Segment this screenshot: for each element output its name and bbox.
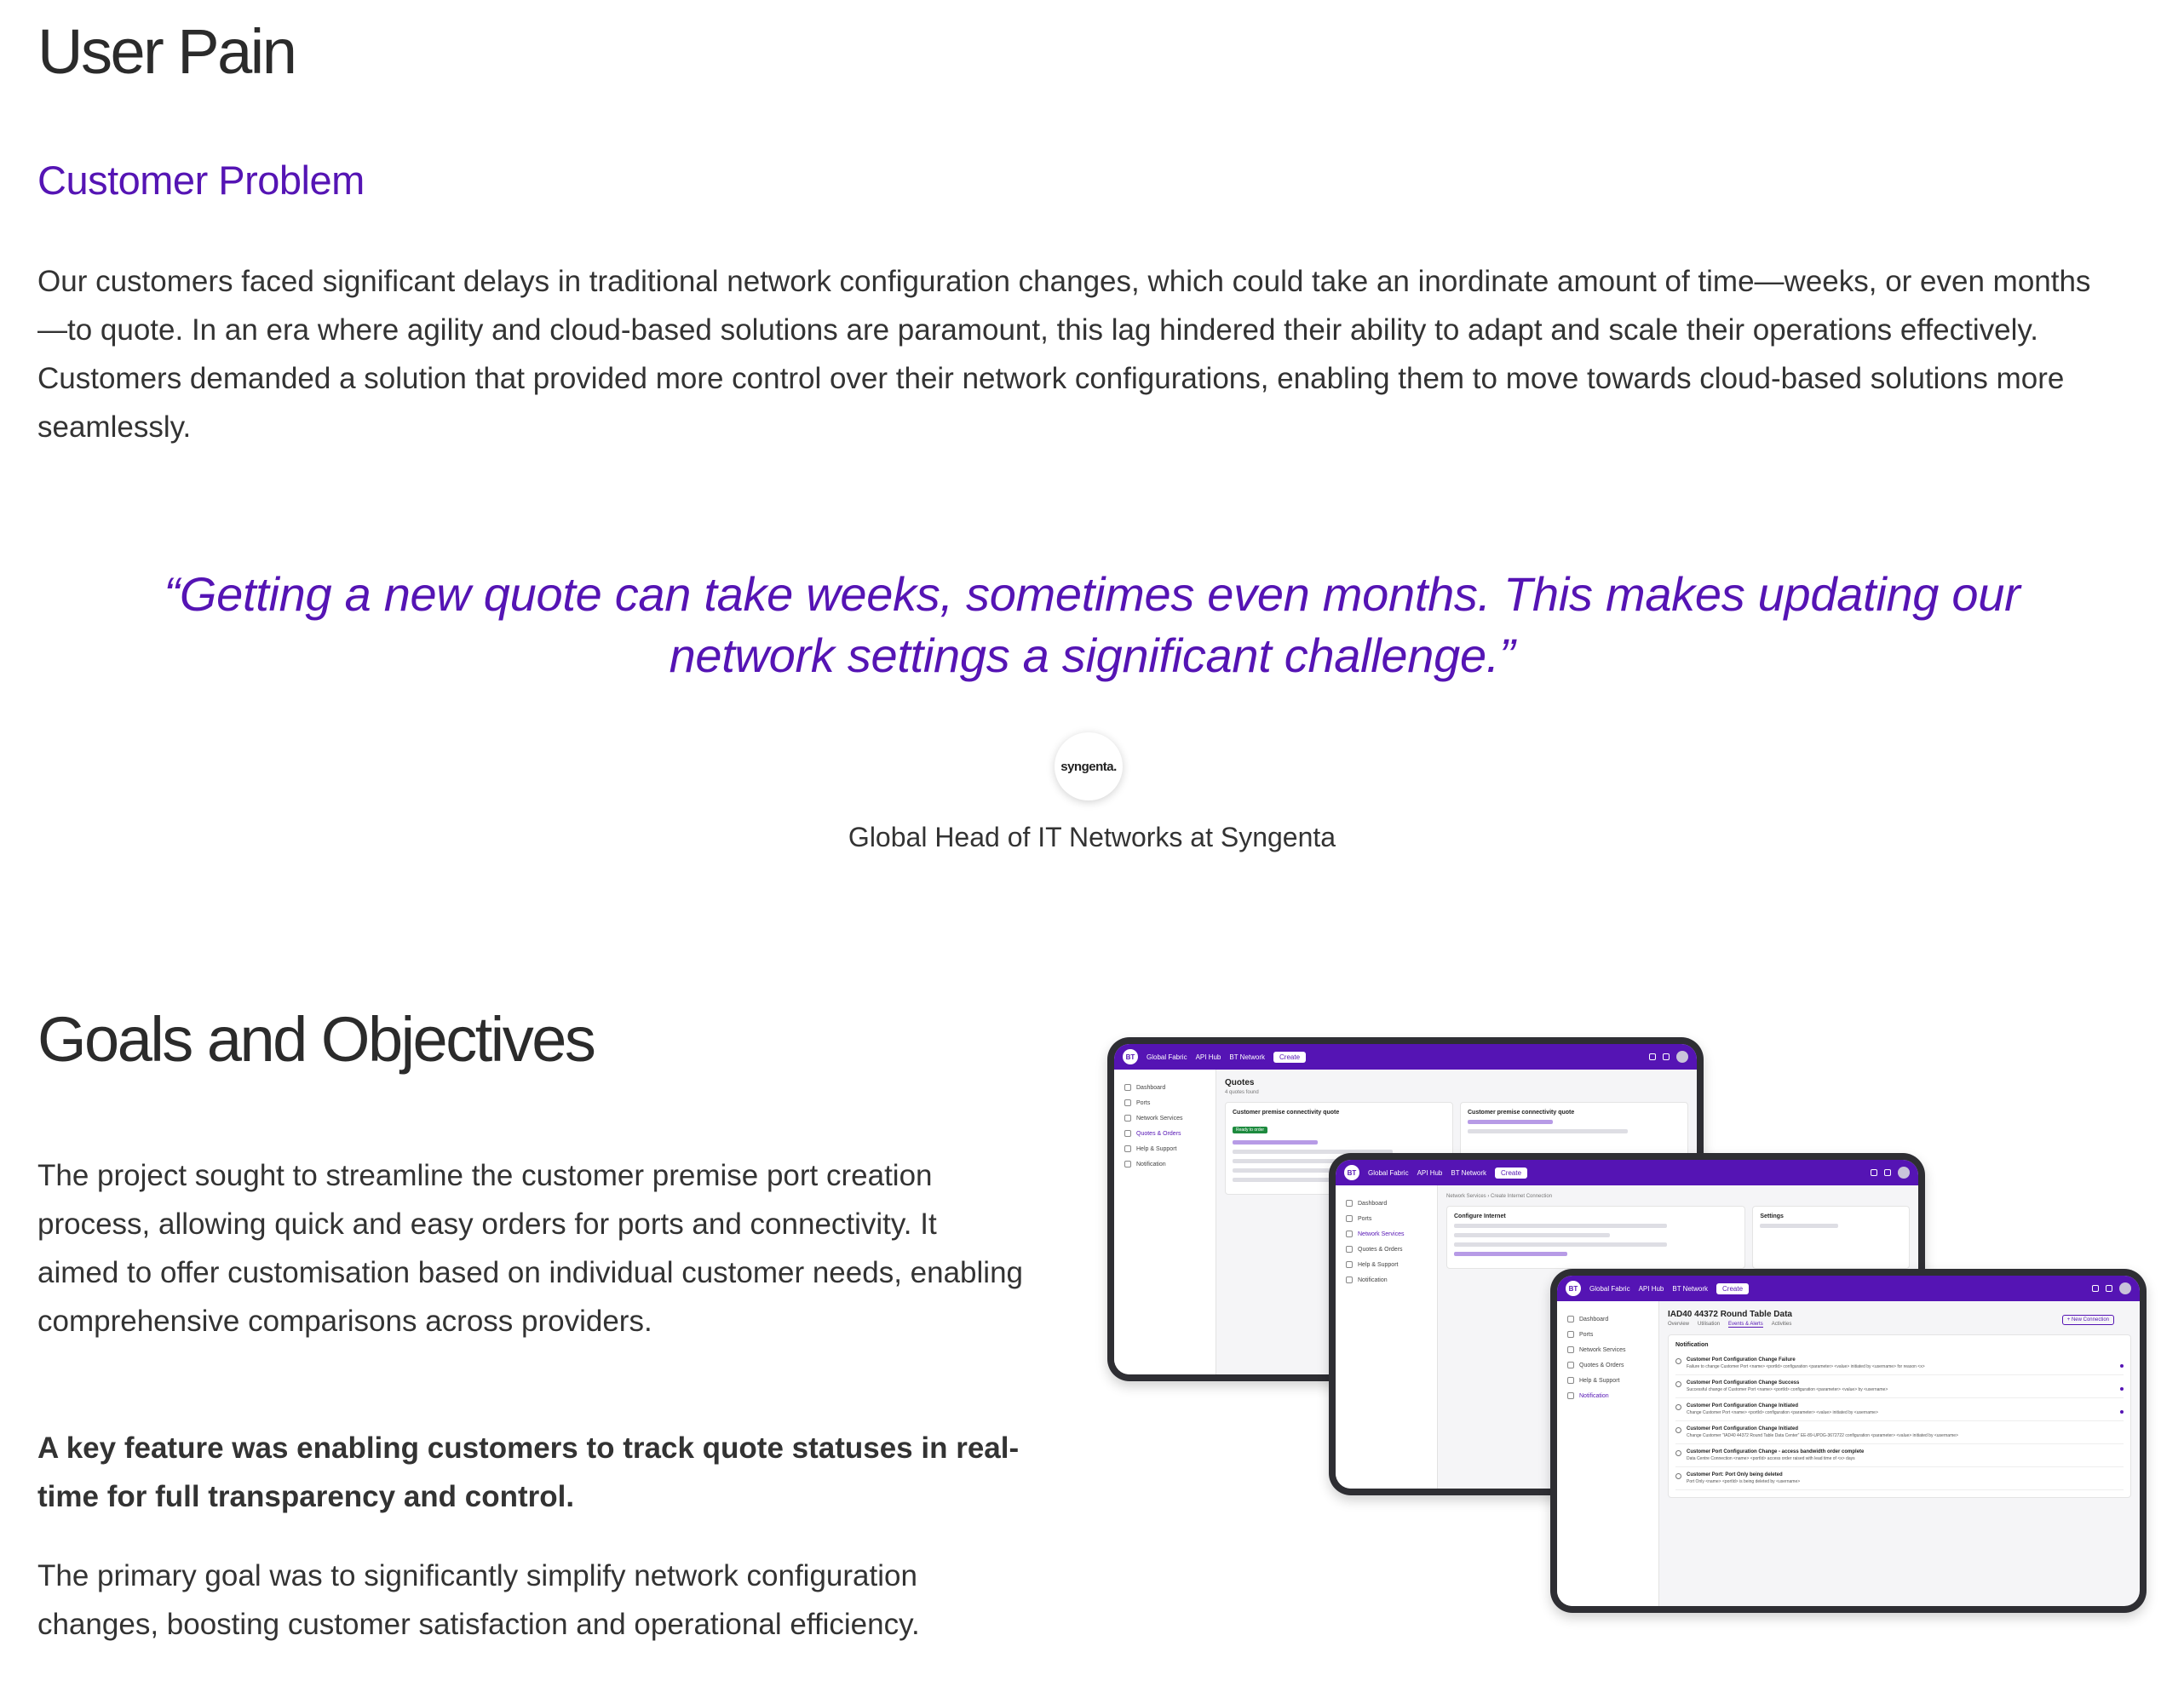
customer-quote: “Getting a new quote can take weeks, sometimes even months. This makes updating our network settings a significant challenge.” (164, 567, 2020, 682)
sidebar-item (1114, 1095, 1216, 1110)
syngenta-logo-text: syngenta. (1060, 759, 1117, 774)
dashboard-icon (1124, 1084, 1131, 1091)
unread-dot (2120, 1364, 2124, 1368)
help-icon (2092, 1285, 2099, 1292)
create-button: Create (1495, 1168, 1527, 1179)
notification-desc: Failure to change Customer Port <name> <portId> configuration <parameter> <value> initiated by <username> for reason <x> (1687, 1364, 1925, 1369)
network-icon (1346, 1231, 1353, 1237)
dashboard-icon (1346, 1200, 1353, 1207)
nav-brand: Global Fabric (1589, 1284, 1630, 1293)
sidebar-label: Dashboard (1358, 1200, 1388, 1207)
sidebar-item (1336, 1226, 1437, 1242)
bt-logo: BT (1344, 1165, 1359, 1180)
sidebar-item (1114, 1156, 1216, 1172)
nav-network: BT Network (1451, 1168, 1487, 1177)
sidebar-label: Quotes & Orders (1136, 1130, 1181, 1137)
quotes-title: Quotes (1225, 1078, 1255, 1087)
nav-brand: Global Fabric (1147, 1053, 1187, 1061)
sidebar-label: Network Services (1579, 1346, 1626, 1353)
configure-title: Configure Internet (1454, 1213, 1506, 1219)
new-connection-button: + New Connection (2062, 1315, 2114, 1325)
connection-title: IAD40 44372 Round Table Data (1668, 1310, 1792, 1319)
goals-paragraph-1: The project sought to streamline the customer premise port creation process, allowing quick and easy orders for ports and connectivity. It aimed to offer customisation based on individual customer needs, enabling comprehensive comparisons across providers. (37, 1159, 1023, 1338)
network-icon (1124, 1115, 1131, 1122)
create-button: Create (1273, 1052, 1306, 1063)
quotes-icon (1346, 1246, 1353, 1253)
mockup-topbar (1336, 1160, 1918, 1185)
mockup-content (1668, 1310, 2131, 1606)
placeholder-line (1454, 1224, 1667, 1228)
notification-desc: Data Centre Connection <name> <portId> access order raised with lead time of <x> days (1687, 1456, 1855, 1461)
mockup-sidebar (1557, 1301, 1659, 1606)
mockup-topbar (1114, 1044, 1697, 1070)
sidebar-label: Help & Support (1358, 1261, 1399, 1268)
notification-title: Customer Port Configuration Change Success (1687, 1380, 1800, 1386)
settings-title: Settings (1760, 1213, 1784, 1219)
notification-icon (1567, 1392, 1574, 1399)
tab-activities: Activities (1771, 1322, 1792, 1327)
tab-utilisation: Utilisation (1698, 1322, 1721, 1327)
sidebar-item (1557, 1311, 1658, 1327)
notification-item (1675, 1398, 2124, 1421)
sidebar-label: Quotes & Orders (1579, 1362, 1624, 1368)
avatar (1898, 1167, 1910, 1179)
dashboard-icon (1567, 1316, 1574, 1322)
mockup-tablet-notifications (1550, 1269, 2147, 1613)
config-panels (1446, 1206, 1910, 1276)
help-icon (1346, 1261, 1353, 1268)
help-icon (1567, 1377, 1574, 1384)
customer-problem-text: Our customers faced significant delays in traditional network configuration changes, which could take an inordinate amount of time—weeks, or even months—to quote. In an era where agility and cloud-based solutions are paramount, this lag hindered their ability to adapt and scale their operations effectively. Customers demanded a solution that provided more control over their network configurations, enabling them to move towards cloud-based solutions more seamlessly. (37, 265, 2091, 444)
topbar-icons (2092, 1282, 2131, 1294)
mockup-sidebar (1114, 1070, 1216, 1374)
nav-api-hub: API Hub (1638, 1284, 1664, 1293)
network-icon (1567, 1346, 1574, 1353)
nav-network: BT Network (1229, 1053, 1266, 1061)
sidebar-label: Ports (1136, 1099, 1151, 1106)
sidebar-item (1557, 1357, 1658, 1373)
notification-panel (1668, 1334, 2131, 1498)
bt-logo: BT (1123, 1049, 1138, 1064)
goals-title: Goals and Objectives (37, 1004, 595, 1075)
bell-icon (2106, 1285, 2112, 1292)
notification-desc: Successful change of Customer Port <name> <portId> configuration <parameter> <value> by <username> (1687, 1387, 1888, 1392)
notification-item (1675, 1421, 2124, 1444)
sidebar-item (1336, 1211, 1437, 1226)
goals-paragraph-2: A key feature was enabling customers to track quote statuses in real-time for full transparency and control. (37, 1431, 1020, 1513)
sidebar-label: Network Services (1136, 1115, 1183, 1122)
quote-attribution: Global Head of IT Networks at Syngenta (848, 822, 1336, 852)
sidebar-label: Help & Support (1136, 1145, 1177, 1152)
sidebar-item (1557, 1373, 1658, 1388)
info-icon (1675, 1450, 1681, 1456)
sidebar-item (1336, 1272, 1437, 1288)
goals-paragraph-3: The primary goal was to significantly simplify network configuration changes, boosting customer satisfaction and operational efficiency. (37, 1559, 920, 1641)
sidebar-item (1336, 1196, 1437, 1211)
tab-events-alerts: Events & Alerts (1728, 1322, 1763, 1327)
help-icon (1871, 1169, 1877, 1176)
ports-icon (1124, 1099, 1131, 1106)
sidebar-label: Quotes & Orders (1358, 1246, 1403, 1253)
nav-brand: Global Fabric (1368, 1168, 1409, 1177)
breadcrumb: Network Services › Create Internet Connection (1446, 1194, 1553, 1199)
bt-logo: BT (1566, 1281, 1581, 1296)
check-icon (1675, 1381, 1681, 1387)
mockup-sidebar (1336, 1185, 1438, 1489)
settings-card (1752, 1206, 1910, 1269)
avatar (1676, 1051, 1688, 1063)
sidebar-label: Notification (1358, 1277, 1388, 1283)
notification-panel-title: Notification (1675, 1342, 1709, 1348)
sidebar-item (1114, 1126, 1216, 1141)
topbar-icons (1871, 1167, 1910, 1179)
sidebar-item (1336, 1257, 1437, 1272)
nav-api-hub: API Hub (1195, 1053, 1221, 1061)
sidebar-label: Dashboard (1579, 1316, 1609, 1322)
bell-icon (1663, 1053, 1670, 1060)
customer-problem-heading: Customer Problem (37, 158, 365, 203)
placeholder-line (1454, 1242, 1667, 1247)
quotes-icon (1124, 1130, 1131, 1137)
bell-icon (1884, 1169, 1891, 1176)
avatar (2119, 1282, 2131, 1294)
notification-desc: Change Customer Port <name> <portId> configuration <parameter> <value> initiated by <username> (1687, 1410, 1878, 1415)
sidebar-label: Notification (1579, 1392, 1609, 1399)
notification-desc: Change Customer "IAD40 44372 Round Table Data Center" EE-89-UPDG-3672722 configuration <parameter> <value> initiated by <username> (1687, 1433, 1958, 1438)
nav-api-hub: API Hub (1417, 1168, 1443, 1177)
help-icon (1649, 1053, 1656, 1060)
create-button: Create (1716, 1283, 1749, 1294)
quotes-icon (1567, 1362, 1574, 1368)
placeholder-line (1468, 1120, 1553, 1124)
placeholder-line (1468, 1129, 1628, 1133)
sidebar-item (1557, 1388, 1658, 1403)
warning-icon (1675, 1473, 1681, 1479)
notification-icon (1346, 1277, 1353, 1283)
quote-card-title: Customer premise connectivity quote (1233, 1110, 1340, 1116)
sidebar-label: Notification (1136, 1161, 1166, 1168)
notification-title: Customer Port Configuration Change Initiated (1687, 1403, 1799, 1408)
syngenta-logo (1055, 732, 1123, 800)
sidebar-label: Ports (1358, 1215, 1372, 1222)
sidebar-label: Dashboard (1136, 1084, 1166, 1091)
placeholder-line (1760, 1224, 1838, 1228)
notification-icon (1124, 1161, 1131, 1168)
ports-icon (1567, 1331, 1574, 1338)
unread-dot (2120, 1387, 2124, 1391)
sidebar-label: Help & Support (1579, 1377, 1620, 1384)
notification-item (1675, 1352, 2124, 1375)
sidebar-label: Network Services (1358, 1231, 1405, 1237)
notification-title: Customer Port Configuration Change - access bandwidth order complete (1687, 1449, 1865, 1454)
sidebar-item (1114, 1080, 1216, 1095)
nav-network: BT Network (1672, 1284, 1709, 1293)
info-icon (1675, 1404, 1681, 1410)
sidebar-item (1557, 1342, 1658, 1357)
info-icon (1675, 1427, 1681, 1433)
notification-item (1675, 1467, 2124, 1490)
notification-item (1675, 1375, 2124, 1398)
sidebar-item (1336, 1242, 1437, 1257)
notification-title: Customer Port: Port Only being deleted (1687, 1472, 1783, 1477)
sidebar-label: Ports (1579, 1331, 1594, 1338)
notification-title: Customer Port Configuration Change Initiated (1687, 1426, 1799, 1431)
mockup-screen (1557, 1276, 2140, 1606)
notification-item (1675, 1444, 2124, 1467)
tab-overview: Overview (1668, 1322, 1690, 1327)
ports-icon (1346, 1215, 1353, 1222)
alert-icon (1675, 1358, 1681, 1364)
topbar-icons (1649, 1051, 1688, 1063)
quote-card-title: Customer premise connectivity quote (1468, 1110, 1575, 1116)
configure-card (1446, 1206, 1745, 1269)
status-badge: Ready to order (1233, 1127, 1267, 1133)
page-title: User Pain (37, 16, 296, 87)
mockup-topbar (1557, 1276, 2140, 1301)
help-icon (1124, 1145, 1131, 1152)
sidebar-item (1557, 1327, 1658, 1342)
sidebar-item (1114, 1141, 1216, 1156)
sidebar-item (1114, 1110, 1216, 1126)
notification-title: Customer Port Configuration Change Failure (1687, 1357, 1796, 1363)
unread-dot (2120, 1410, 2124, 1414)
notification-desc: Port Only <name> <portId> is being deleted by <username> (1687, 1479, 1801, 1484)
quotes-count: 4 quotes found (1225, 1090, 1259, 1095)
placeholder-line (1454, 1233, 1610, 1237)
placeholder-line (1233, 1140, 1318, 1145)
placeholder-line (1454, 1252, 1567, 1256)
